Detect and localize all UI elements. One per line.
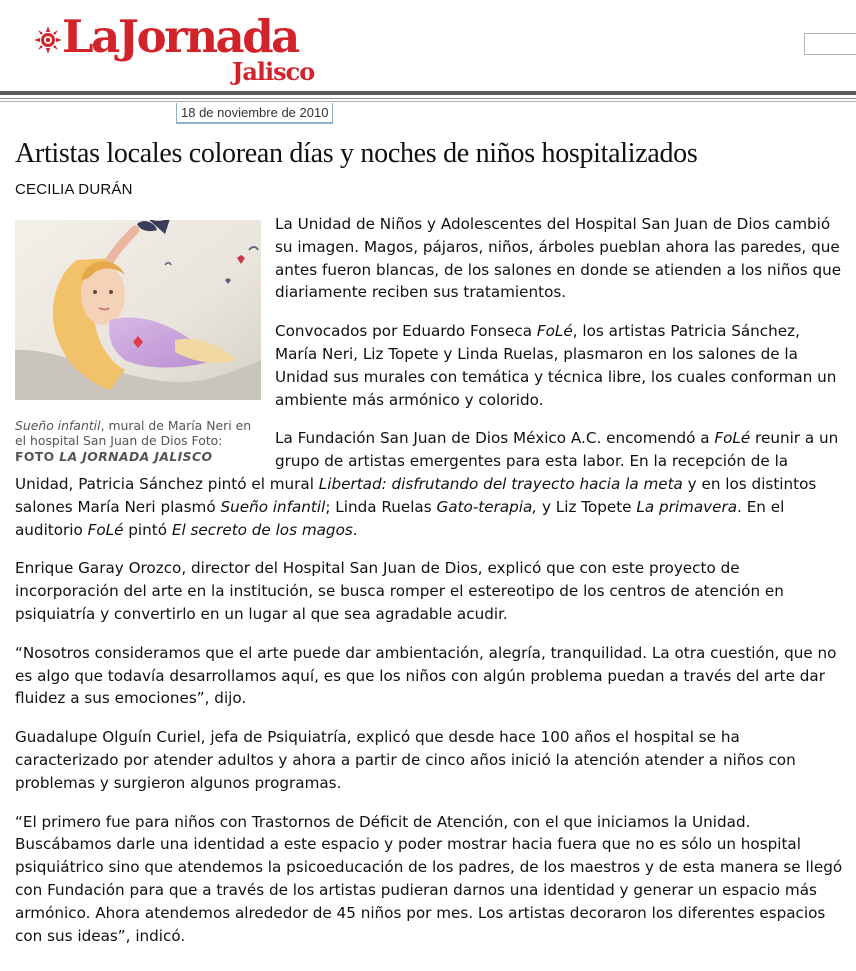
p3-text-b: reunir a un grupo de artistas emergentes para esta labor. En la recepción de la Unidad, Patricia Sánchez pintó el mural (15, 429, 839, 493)
p3-mural-2: Sueño infantil (220, 497, 326, 516)
p3-text-d: ; Linda Ruelas (325, 497, 437, 516)
p3-text-c: y en los distintos salones María Neri plasmó (15, 474, 817, 516)
paragraph-7: “El primero fue para niños con Trastornos de Déficit de Atención, con el que iniciamos la Unidad. Buscábamos darle una identidad a este espacio y poder mostrar hacia fuera que no es sólo un hospital psiquiátrico sino que atendemos la psicoeducación de los padres, de los maestros y de esta manera se llegó con Fundación para que a través de los artistas pudieran darnos una identidad y generar un espacio más armónico. Ahora atendemos alrededor de 45 niños por mes. Los artistas decoraron los diferentes espacios con sus ideas”, indicó. (15, 812, 843, 945)
header-divider (0, 91, 856, 95)
caption-text: , mural de María Neri en el hospital San Juan de Dios Foto: (15, 418, 252, 449)
p3-text-g: pintó (123, 520, 172, 539)
mural-photo[interactable] (15, 220, 261, 400)
paragraph-1: La Unidad de Niños y Adolescentes del Hospital San Juan de Dios cambió su imagen. Magos, pájaros, niños, árboles pueblan ahora las paredes, que antes fueron blancas, de los salones en donde se atienden a los niños que diariamente reciben sus tratamientos. (275, 215, 842, 302)
article-headline: Artistas locales colorean días y noches de niños hospitalizados (15, 138, 698, 169)
article-photo-block (15, 220, 261, 464)
logo-name: LaJornada (62, 10, 298, 63)
edition-date[interactable]: 18 de noviembre de 2010 (176, 103, 333, 124)
p3-fole-2: FoLé (87, 520, 124, 539)
photo-credit-name: LA JORNADA JALISCO (59, 448, 213, 464)
paragraph-4: Enrique Garay Orozco, director del Hospital San Juan de Dios, explicó que con este proyecto de incorporación del arte en la institución, se busca romper el estereotipo de los centros de atención en psiquiatría y convertirlo en un lugar al que sea agradable acudir. (15, 559, 784, 623)
p3-text-h: . (352, 520, 358, 539)
paragraph-5: “Nosotros consideramos que el arte puede dar ambientación, alegría, tranquilidad. La otra cuestión, que no es algo que todavía desarrollamos aquí, es que los niños con algún problema puedan a través del arte dar fluidez a sus emociones”, dijo. (15, 643, 837, 708)
site-logo[interactable] (34, 10, 344, 88)
header-divider-thin (0, 98, 856, 99)
p3-mural-1: Libertad: disfrutando del trayecto hacia la meta (318, 474, 683, 493)
photo-credit-prefix: FOTO (15, 448, 60, 464)
p2-text-b: , los artistas Patricia Sánchez, María Neri, Liz Topete y Linda Ruelas, plasmaron en los salones de la Unidad sus murales con temática y técnica libre, los cuales conforman un ambiente más armónico y colorido. (275, 322, 837, 409)
paragraph-6: Guadalupe Olguín Curiel, jefa de Psiquiatría, explicó que desde hace 100 años el hospital se ha caracterizado por atender adultos y ahora a partir de cinco años inició la atención atender a niños con problemas y surgieron algunos programas. (15, 728, 796, 792)
header-divider-thin (0, 101, 856, 102)
search-input[interactable] (804, 33, 856, 55)
p3-mural-3: Gato-terapia, (436, 497, 538, 516)
photo-caption (15, 418, 261, 464)
logo-edition: Jalisco (232, 57, 315, 86)
article-body (15, 213, 845, 963)
p3-text-a: La Fundación San Juan de Dios México A.C. encomendó a (275, 429, 715, 448)
p3-text-f: . En el auditorio (15, 497, 785, 539)
p2-fole: FoLé (536, 322, 573, 341)
p3-mural-5: El secreto de los magos (171, 520, 353, 539)
p2-text-a: Convocados por Eduardo Fonseca (275, 322, 537, 341)
caption-title: Sueño infantil (15, 418, 101, 433)
p3-mural-4: La primavera (636, 497, 738, 516)
sun-icon (34, 26, 62, 54)
p3-fole-1: FoLé (714, 429, 751, 448)
article-byline: CECILIA DURÁN (15, 181, 133, 198)
p3-text-e: y Liz Topete (537, 497, 637, 516)
